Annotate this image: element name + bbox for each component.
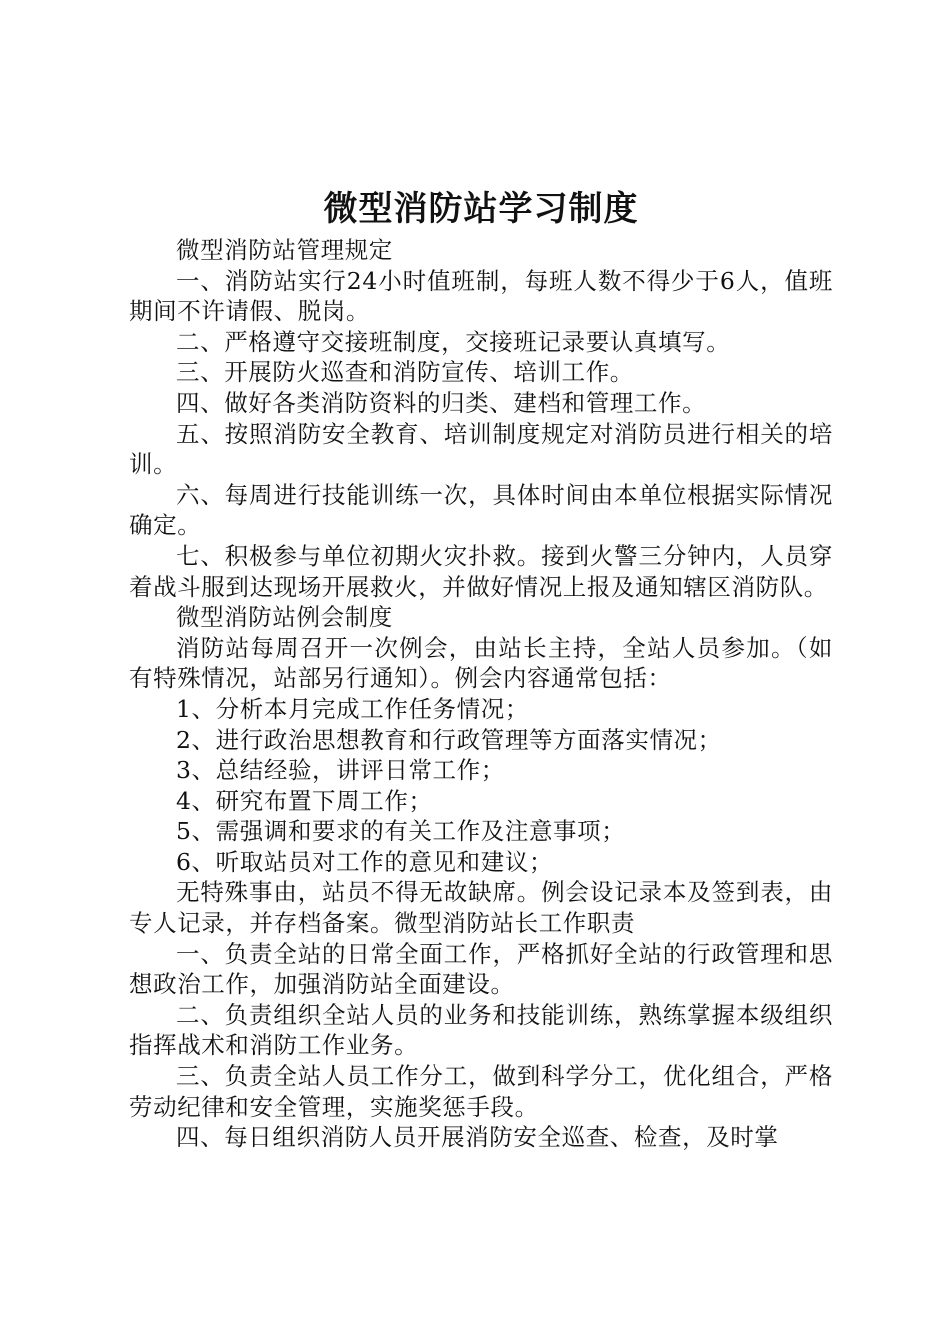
paragraph: 微型消防站管理规定 (176, 236, 393, 264)
paragraph: 无特殊事由，站员不得无故缺席。例会设记录本及签到表，由专人记录，并存档备案。微型消防站长工作职责 (129, 878, 833, 938)
paragraph: 五、按照消防安全教育、培训制度规定对消防员进行相关的培训。 (129, 419, 833, 479)
paragraph: 一、消防站实行24小时值班制，每班人数不得少于6人，值班期间不许请假、脱岗。 (129, 266, 833, 326)
document-title: 微型消防站学习制度 (323, 189, 639, 229)
paragraph: 1、分析本月完成工作任务情况； (176, 694, 529, 723)
paragraph: 3、总结经验，讲评日常工作； (176, 756, 505, 785)
paragraph: 四、做好各类消防资料的归类、建档和管理工作。 (176, 388, 707, 417)
paragraph: 六、每周进行技能训练一次，具体时间由本单位根据实际情况确定。 (129, 480, 833, 540)
paragraph: 三、负责全站人员工作分工，做到科学分工，优化组合，严格劳动纪律和安全管理，实施奖惩手段。 (129, 1062, 833, 1121)
paragraph: 消防站每周召开一次例会，由站长主持，全站人员参加。（如有特殊情况，站部另行通知）。例会内容通常包括： (129, 633, 833, 693)
paragraph: 4、研究布置下周工作； (176, 786, 433, 815)
paragraph: 二、负责组织全站人员的业务和技能训练，熟练掌握本级组织指挥战术和消防工作业务。 (129, 1000, 833, 1060)
paragraph: 二、严格遵守交接班制度，交接班记录要认真填写。 (176, 327, 731, 356)
paragraph: 一、负责全站的日常全面工作，严格抓好全站的行政管理和思想政治工作，加强消防站全面建设。 (129, 939, 833, 999)
paragraph: 四、每日组织消防人员开展消防安全巡查、检查，及时掌 (176, 1123, 779, 1152)
paragraph: 七、积极参与单位初期火灾扑救。接到火警三分钟内，人员穿着战斗服到达现场开展救火，并做好情况上报及通知辖区消防队。 (129, 541, 833, 601)
paragraph: 2、进行政治思想教育和行政管理等方面落实情况； (176, 725, 722, 754)
paragraph: 三、开展防火巡查和消防宣传、培训工作。 (176, 358, 634, 387)
paragraph: 微型消防站例会制度 (176, 603, 393, 632)
document-body (129, 183, 833, 1153)
paragraph: 6、听取站员对工作的意见和建议； (176, 847, 554, 876)
paragraph: 5、需强调和要求的有关工作及注意事项； (176, 817, 626, 846)
